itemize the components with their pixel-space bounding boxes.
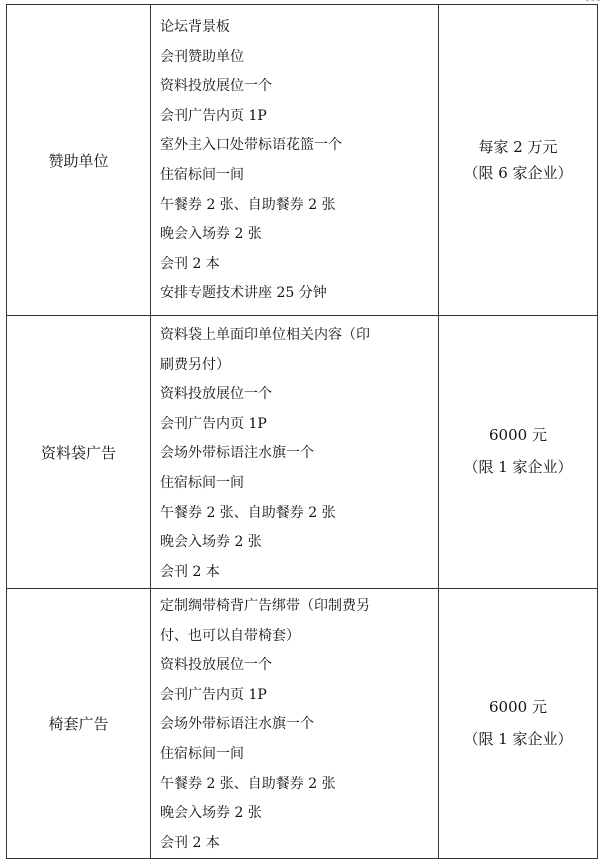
benefit-item: 晚会入场券 2 张: [160, 805, 262, 822]
sponsorship-table: [6, 4, 598, 859]
package-name-cell: [7, 316, 151, 589]
price-cell: [439, 316, 598, 589]
benefit-item: 付、也可以自带椅套）: [160, 627, 300, 644]
benefits-cell: [151, 5, 439, 316]
benefit-item: 会刊 2 本: [160, 563, 220, 580]
price-cell: [439, 5, 598, 316]
benefit-item: 住宿标间一间: [160, 166, 244, 183]
benefit-item: 会刊广告内页 1P: [160, 686, 267, 703]
benefit-item: 会刊赞助单位: [160, 48, 244, 65]
package-name: 椅套广告: [48, 715, 109, 734]
benefit-item: 会场外带标语注水旗一个: [160, 445, 314, 462]
table-row: [7, 5, 598, 316]
package-name: 资料袋广告: [40, 443, 116, 462]
benefit-item: 会场外带标语注水旗一个: [160, 716, 314, 733]
benefit-item: 会刊 2 本: [160, 255, 220, 272]
benefit-item: 安排专题技术讲座 25 分钟: [160, 285, 327, 302]
benefit-item: 住宿标间一间: [160, 745, 244, 762]
limit-text: （限 6 家企业）: [463, 164, 573, 182]
price-text: 6000 元: [489, 426, 547, 444]
limit-text: （限 1 家企业）: [463, 458, 573, 476]
benefit-item: 会刊广告内页 1P: [160, 415, 267, 432]
benefit-item: 午餐券 2 张、自助餐券 2 张: [160, 196, 336, 213]
benefit-item: 资料投放展位一个: [160, 657, 272, 674]
package-name: 赞助单位: [48, 151, 109, 170]
package-name-cell: [7, 5, 151, 316]
price-text: 6000 元: [489, 697, 547, 716]
benefit-item: 定制绸带椅背广告绑带（印制费另: [160, 598, 370, 614]
benefits-cell: [151, 589, 439, 859]
benefit-item: 午餐券 2 张、自助餐券 2 张: [160, 775, 336, 792]
benefit-item: 刷费另付）: [160, 356, 230, 373]
benefits-cell: [151, 316, 439, 589]
benefit-item: 晚会入场券 2 张: [160, 534, 262, 551]
benefit-item: 午餐券 2 张、自助餐券 2 张: [160, 504, 336, 521]
table-row: [7, 589, 598, 859]
benefit-item: 会刊广告内页 1P: [160, 107, 267, 124]
benefit-item: 室外主入口处带标语花篮一个: [160, 137, 342, 154]
benefit-item: 资料投放展位一个: [160, 386, 272, 403]
limit-text: （限 1 家企业）: [463, 729, 573, 748]
benefit-item: 会刊 2 本: [160, 834, 220, 851]
benefit-item: 论坛背景板: [160, 19, 230, 35]
price-text: 每家 2 万元: [478, 138, 558, 156]
benefit-item: 住宿标间一间: [160, 474, 244, 491]
package-name-cell: [7, 589, 151, 859]
benefit-item: 晚会入场券 2 张: [160, 226, 262, 243]
benefit-item: 资料投放展位一个: [160, 78, 272, 95]
benefit-item: 资料袋上单面印单位相关内容（印: [160, 327, 370, 343]
table-row: [7, 316, 598, 589]
price-cell: [439, 589, 598, 859]
